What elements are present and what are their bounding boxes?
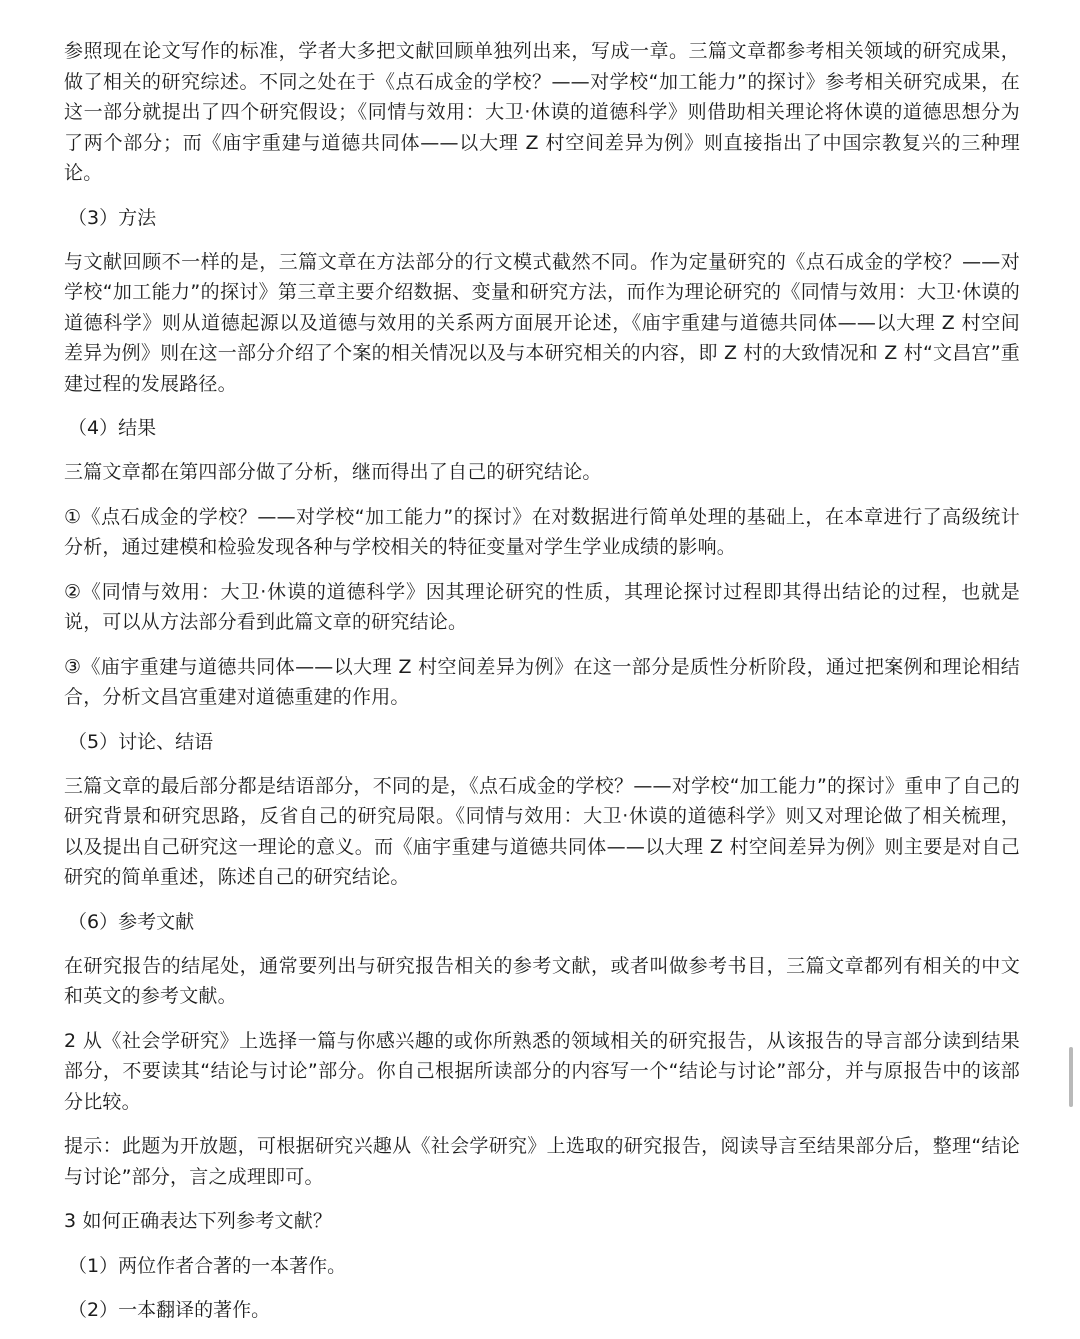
question-3-item-2: （2）一本翻译的著作。 <box>68 1298 271 1321</box>
paragraph-results-item-3: ③《庙宇重建与道德共同体——以大理 Z 村空间差异为例》在这一部分是质性分析阶段，通过把案例和理论相结合，分析文昌宫重建对道德重建的作用。 <box>64 655 1020 708</box>
section-heading-references: （6）参考文献 <box>68 910 195 933</box>
paragraph-references: 在研究报告的结尾处，通常要列出与研究报告相关的参考文献，或者叫做参考书目，三篇文章都列有相关的中文和英文的参考文献。 <box>64 954 1020 1007</box>
paragraph-discussion: 三篇文章的最后部分都是结语部分，不同的是，《点石成金的学校？——对学校“加工能力”的探讨》重申了自己的研究背景和研究思路，反省自己的研究局限。《同情与效用：大卫·休谟的道德科学》则又对理论做了相关梳理，以及提出自己研究这一理论的意义。而《庙宇重建与道德共同体——以大理 Z 村空间差异为例》则主要是对自己研究的简单重述，陈述自己的研究结论。 <box>64 774 1020 888</box>
question-2: 2 从《社会学研究》上选择一篇与你感兴趣的或你所熟悉的领域相关的研究报告，从该报告的导言部分读到结果部分，不要读其“结论与讨论”部分。你自己根据所读部分的内容写一个“结论与讨论”部分，并与原报告中的该部分比较。 <box>64 1029 1020 1113</box>
question-2-hint: 提示：此题为开放题，可根据研究兴趣从《社会学研究》上选取的研究报告，阅读导言至结果部分后，整理“结论与讨论”部分，言之成理即可。 <box>64 1135 1020 1188</box>
document-page <box>64 36 1020 1339</box>
vertical-scrollbar-thumb[interactable] <box>1069 1047 1073 1107</box>
paragraph-literature-review: 参照现在论文写作的标准，学者大多把文献回顾单独列出来，写成一章。三篇文章都参考相关领域的研究成果，做了相关的研究综述。不同之处在于《点石成金的学校？——对学校“加工能力”的探讨》参考相关研究成果，在这一部分就提出了四个研究假设；《同情与效用：大卫·休谟的道德科学》则借助相关理论将休谟的道德思想分为了两个部分；而《庙宇重建与道德共同体——以大理 Z 村空间差异为例》则直接指出了中国宗教复兴的三种理论。 <box>64 40 1020 184</box>
section-heading-discussion: （5）讨论、结语 <box>68 730 214 753</box>
section-heading-methods: （3）方法 <box>68 206 157 229</box>
section-heading-results: （4）结果 <box>68 417 157 439</box>
paragraph-results-item-2: ②《同情与效用：大卫·休谟的道德科学》因其理论研究的性质，其理论探讨过程即其得出结论的过程，也就是说，可以从方法部分看到此篇文章的研究结论。 <box>64 580 1020 633</box>
paragraph-results-item-1: ①《点石成金的学校？——对学校“加工能力”的探讨》在对数据进行简单处理的基础上，在本章进行了高级统计分析，通过建模和检验发现各种与学校相关的特征变量对学生学业成绩的影响。 <box>64 505 1020 558</box>
question-3-item-1: （1）两位作者合著的一本著作。 <box>68 1254 347 1277</box>
paragraph-methods: 与文献回顾不一样的是，三篇文章在方法部分的行文模式截然不同。作为定量研究的《点石成金的学校？——对学校“加工能力”的探讨》第三章主要介绍数据、变量和研究方法，而作为理论研究的《同情与效用：大卫·休谟的道德科学》则从道德起源以及道德与效用的关系两方面展开论述，《庙宇重建与道德共同体——以大理 Z 村空间差异为例》则在这一部分介绍了个案的相关情况以及与本研究相关的内容，即 Z 村的大致情况和 Z 村“文昌宫”重建过程的发展路径。 <box>64 250 1020 395</box>
paragraph-results-intro: 三篇文章都在第四部分做了分析，继而得出了自己的研究结论。 <box>64 461 602 483</box>
question-3: 3 如何正确表达下列参考文献？ <box>64 1210 333 1232</box>
